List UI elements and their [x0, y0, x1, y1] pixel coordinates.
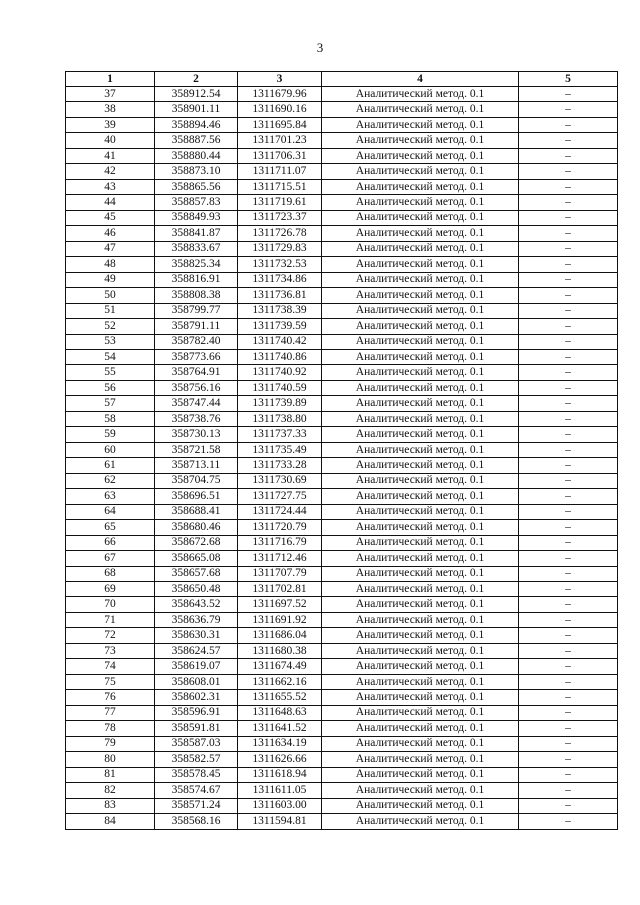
y-coordinate-cell: 1311711.07 [238, 164, 322, 179]
method-cell: Аналитический метод. 0.1 [322, 582, 519, 597]
x-coordinate-cell: 358672.68 [155, 535, 238, 550]
table-row [66, 504, 618, 519]
x-coordinate-cell: 358608.01 [155, 674, 238, 689]
x-coordinate-cell: 358887.56 [155, 133, 238, 148]
y-coordinate-cell: 1311738.39 [238, 303, 322, 318]
method-cell: Аналитический метод. 0.1 [322, 752, 519, 767]
y-coordinate-cell: 1311611.05 [238, 783, 322, 798]
point-number-cell: 55 [66, 365, 155, 380]
x-coordinate-cell: 358713.11 [155, 458, 238, 473]
y-coordinate-cell: 1311712.46 [238, 551, 322, 566]
point-number-cell: 47 [66, 241, 155, 256]
method-cell: Аналитический метод. 0.1 [322, 319, 519, 334]
y-coordinate-cell: 1311686.04 [238, 628, 322, 643]
y-coordinate-cell: 1311674.49 [238, 659, 322, 674]
method-cell: Аналитический метод. 0.1 [322, 535, 519, 550]
table-row [66, 102, 618, 117]
x-coordinate-cell: 358643.52 [155, 597, 238, 612]
point-number-cell: 66 [66, 535, 155, 550]
x-coordinate-cell: 358738.76 [155, 411, 238, 426]
dash-cell: – [519, 473, 618, 488]
table-row [66, 597, 618, 612]
x-coordinate-cell: 358574.67 [155, 783, 238, 798]
x-coordinate-cell: 358865.56 [155, 179, 238, 194]
point-number-cell: 81 [66, 767, 155, 782]
point-number-cell: 57 [66, 396, 155, 411]
point-number-cell: 49 [66, 272, 155, 287]
dash-cell: – [519, 226, 618, 241]
dash-cell: – [519, 674, 618, 689]
y-coordinate-cell: 1311729.83 [238, 241, 322, 256]
x-coordinate-cell: 358912.54 [155, 87, 238, 102]
x-coordinate-cell: 358747.44 [155, 396, 238, 411]
table-row [66, 349, 618, 364]
point-number-cell: 56 [66, 380, 155, 395]
y-coordinate-cell: 1311641.52 [238, 721, 322, 736]
table-row [66, 659, 618, 674]
method-cell: Аналитический метод. 0.1 [322, 365, 519, 380]
y-coordinate-cell: 1311702.81 [238, 582, 322, 597]
table-row [66, 210, 618, 225]
table-row [66, 288, 618, 303]
table-row [66, 814, 618, 829]
y-coordinate-cell: 1311740.59 [238, 380, 322, 395]
y-coordinate-cell: 1311695.84 [238, 117, 322, 132]
header-row [66, 72, 618, 87]
dash-cell: – [519, 179, 618, 194]
point-number-cell: 43 [66, 179, 155, 194]
point-number-cell: 37 [66, 87, 155, 102]
dash-cell: – [519, 257, 618, 272]
method-cell: Аналитический метод. 0.1 [322, 272, 519, 287]
y-coordinate-cell: 1311701.23 [238, 133, 322, 148]
method-cell: Аналитический метод. 0.1 [322, 442, 519, 457]
dash-cell: – [519, 752, 618, 767]
y-coordinate-cell: 1311732.53 [238, 257, 322, 272]
x-coordinate-cell: 358825.34 [155, 257, 238, 272]
dash-cell: – [519, 334, 618, 349]
point-number-cell: 54 [66, 349, 155, 364]
method-cell: Аналитический метод. 0.1 [322, 783, 519, 798]
y-coordinate-cell: 1311603.00 [238, 798, 322, 813]
point-number-cell: 71 [66, 612, 155, 627]
point-number-cell: 84 [66, 814, 155, 829]
method-cell: Аналитический метод. 0.1 [322, 690, 519, 705]
point-number-cell: 46 [66, 226, 155, 241]
point-number-cell: 72 [66, 628, 155, 643]
x-coordinate-cell: 358591.81 [155, 721, 238, 736]
table-row [66, 164, 618, 179]
y-coordinate-cell: 1311739.89 [238, 396, 322, 411]
y-coordinate-cell: 1311655.52 [238, 690, 322, 705]
x-coordinate-cell: 358578.45 [155, 767, 238, 782]
table-header [66, 72, 618, 87]
dash-cell: – [519, 551, 618, 566]
y-coordinate-cell: 1311724.44 [238, 504, 322, 519]
x-coordinate-cell: 358582.57 [155, 752, 238, 767]
x-coordinate-cell: 358657.68 [155, 566, 238, 581]
y-coordinate-cell: 1311738.80 [238, 411, 322, 426]
table-row [66, 272, 618, 287]
method-cell: Аналитический метод. 0.1 [322, 349, 519, 364]
dash-cell: – [519, 783, 618, 798]
method-cell: Аналитический метод. 0.1 [322, 133, 519, 148]
y-coordinate-cell: 1311736.81 [238, 288, 322, 303]
dash-cell: – [519, 659, 618, 674]
point-number-cell: 63 [66, 489, 155, 504]
y-coordinate-cell: 1311739.59 [238, 319, 322, 334]
dash-cell: – [519, 458, 618, 473]
method-cell: Аналитический метод. 0.1 [322, 520, 519, 535]
table-row [66, 427, 618, 442]
point-number-cell: 52 [66, 319, 155, 334]
x-coordinate-cell: 358901.11 [155, 102, 238, 117]
dash-cell: – [519, 87, 618, 102]
method-cell: Аналитический метод. 0.1 [322, 164, 519, 179]
method-cell: Аналитический метод. 0.1 [322, 380, 519, 395]
method-cell: Аналитический метод. 0.1 [322, 226, 519, 241]
point-number-cell: 80 [66, 752, 155, 767]
y-coordinate-cell: 1311715.51 [238, 179, 322, 194]
table-row [66, 411, 618, 426]
table-row [66, 87, 618, 102]
y-coordinate-cell: 1311727.75 [238, 489, 322, 504]
table-row [66, 705, 618, 720]
y-coordinate-cell: 1311716.79 [238, 535, 322, 550]
method-cell: Аналитический метод. 0.1 [322, 721, 519, 736]
point-number-cell: 67 [66, 551, 155, 566]
method-cell: Аналитический метод. 0.1 [322, 257, 519, 272]
x-coordinate-cell: 358730.13 [155, 427, 238, 442]
dash-cell: – [519, 303, 618, 318]
point-number-cell: 38 [66, 102, 155, 117]
method-cell: Аналитический метод. 0.1 [322, 551, 519, 566]
y-coordinate-cell: 1311648.63 [238, 705, 322, 720]
y-coordinate-cell: 1311662.16 [238, 674, 322, 689]
method-cell: Аналитический метод. 0.1 [322, 612, 519, 627]
y-coordinate-cell: 1311618.94 [238, 767, 322, 782]
table-row [66, 148, 618, 163]
table-row [66, 442, 618, 457]
point-number-cell: 76 [66, 690, 155, 705]
x-coordinate-cell: 358630.31 [155, 628, 238, 643]
y-coordinate-cell: 1311726.78 [238, 226, 322, 241]
dash-cell: – [519, 365, 618, 380]
method-cell: Аналитический метод. 0.1 [322, 736, 519, 751]
point-number-cell: 69 [66, 582, 155, 597]
dash-cell: – [519, 148, 618, 163]
method-cell: Аналитический метод. 0.1 [322, 195, 519, 210]
dash-cell: – [519, 566, 618, 581]
point-number-cell: 79 [66, 736, 155, 751]
table-row [66, 365, 618, 380]
header-col-2: 2 [155, 72, 238, 87]
header-col-3: 3 [238, 72, 322, 87]
method-cell: Аналитический метод. 0.1 [322, 102, 519, 117]
y-coordinate-cell: 1311634.19 [238, 736, 322, 751]
x-coordinate-cell: 358596.91 [155, 705, 238, 720]
method-cell: Аналитический метод. 0.1 [322, 458, 519, 473]
table-row [66, 783, 618, 798]
point-number-cell: 53 [66, 334, 155, 349]
point-number-cell: 50 [66, 288, 155, 303]
y-coordinate-cell: 1311733.28 [238, 458, 322, 473]
x-coordinate-cell: 358680.46 [155, 520, 238, 535]
point-number-cell: 42 [66, 164, 155, 179]
method-cell: Аналитический метод. 0.1 [322, 117, 519, 132]
point-number-cell: 41 [66, 148, 155, 163]
table-row [66, 117, 618, 132]
method-cell: Аналитический метод. 0.1 [322, 473, 519, 488]
page-number: 3 [316, 40, 324, 55]
dash-cell: – [519, 241, 618, 256]
y-coordinate-cell: 1311707.79 [238, 566, 322, 581]
dash-cell: – [519, 349, 618, 364]
point-number-cell: 82 [66, 783, 155, 798]
method-cell: Аналитический метод. 0.1 [322, 489, 519, 504]
y-coordinate-cell: 1311737.33 [238, 427, 322, 442]
point-number-cell: 68 [66, 566, 155, 581]
dash-cell: – [519, 319, 618, 334]
point-number-cell: 39 [66, 117, 155, 132]
table-row [66, 582, 618, 597]
x-coordinate-cell: 358791.11 [155, 319, 238, 334]
method-cell: Аналитический метод. 0.1 [322, 241, 519, 256]
y-coordinate-cell: 1311626.66 [238, 752, 322, 767]
x-coordinate-cell: 358636.79 [155, 612, 238, 627]
table-row [66, 396, 618, 411]
table-row [66, 551, 618, 566]
y-coordinate-cell: 1311723.37 [238, 210, 322, 225]
method-cell: Аналитический метод. 0.1 [322, 427, 519, 442]
point-number-cell: 45 [66, 210, 155, 225]
method-cell: Аналитический метод. 0.1 [322, 396, 519, 411]
x-coordinate-cell: 358764.91 [155, 365, 238, 380]
method-cell: Аналитический метод. 0.1 [322, 597, 519, 612]
method-cell: Аналитический метод. 0.1 [322, 210, 519, 225]
table-row [66, 628, 618, 643]
x-coordinate-cell: 358894.46 [155, 117, 238, 132]
point-number-cell: 51 [66, 303, 155, 318]
table-row [66, 643, 618, 658]
point-number-cell: 75 [66, 674, 155, 689]
dash-cell: – [519, 767, 618, 782]
dash-cell: – [519, 411, 618, 426]
x-coordinate-cell: 358587.03 [155, 736, 238, 751]
table-row [66, 612, 618, 627]
table-row [66, 133, 618, 148]
dash-cell: – [519, 690, 618, 705]
dash-cell: – [519, 427, 618, 442]
x-coordinate-cell: 358849.93 [155, 210, 238, 225]
x-coordinate-cell: 358880.44 [155, 148, 238, 163]
x-coordinate-cell: 358619.07 [155, 659, 238, 674]
dash-cell: – [519, 195, 618, 210]
y-coordinate-cell: 1311680.38 [238, 643, 322, 658]
dash-cell: – [519, 705, 618, 720]
table-row [66, 334, 618, 349]
y-coordinate-cell: 1311706.31 [238, 148, 322, 163]
table-row [66, 257, 618, 272]
table-row [66, 179, 618, 194]
point-number-cell: 48 [66, 257, 155, 272]
x-coordinate-cell: 358857.83 [155, 195, 238, 210]
y-coordinate-cell: 1311734.86 [238, 272, 322, 287]
method-cell: Аналитический метод. 0.1 [322, 566, 519, 581]
x-coordinate-cell: 358721.58 [155, 442, 238, 457]
y-coordinate-cell: 1311697.52 [238, 597, 322, 612]
dash-cell: – [519, 380, 618, 395]
point-number-cell: 70 [66, 597, 155, 612]
dash-cell: – [519, 721, 618, 736]
dash-cell: – [519, 133, 618, 148]
x-coordinate-cell: 358873.10 [155, 164, 238, 179]
dash-cell: – [519, 117, 618, 132]
method-cell: Аналитический метод. 0.1 [322, 659, 519, 674]
method-cell: Аналитический метод. 0.1 [322, 814, 519, 829]
point-number-cell: 65 [66, 520, 155, 535]
method-cell: Аналитический метод. 0.1 [322, 148, 519, 163]
table-row [66, 721, 618, 736]
table-row [66, 690, 618, 705]
y-coordinate-cell: 1311740.92 [238, 365, 322, 380]
dash-cell: – [519, 164, 618, 179]
method-cell: Аналитический метод. 0.1 [322, 504, 519, 519]
x-coordinate-cell: 358773.66 [155, 349, 238, 364]
method-cell: Аналитический метод. 0.1 [322, 411, 519, 426]
dash-cell: – [519, 210, 618, 225]
table-row [66, 520, 618, 535]
x-coordinate-cell: 358624.57 [155, 643, 238, 658]
dash-cell: – [519, 442, 618, 457]
point-number-cell: 44 [66, 195, 155, 210]
dash-cell: – [519, 489, 618, 504]
y-coordinate-cell: 1311720.79 [238, 520, 322, 535]
table-row [66, 241, 618, 256]
y-coordinate-cell: 1311730.69 [238, 473, 322, 488]
method-cell: Аналитический метод. 0.1 [322, 628, 519, 643]
y-coordinate-cell: 1311735.49 [238, 442, 322, 457]
table-row [66, 736, 618, 751]
dash-cell: – [519, 798, 618, 813]
table-row [66, 319, 618, 334]
point-number-cell: 73 [66, 643, 155, 658]
dash-cell: – [519, 582, 618, 597]
dash-cell: – [519, 597, 618, 612]
dash-cell: – [519, 736, 618, 751]
dash-cell: – [519, 535, 618, 550]
x-coordinate-cell: 358841.87 [155, 226, 238, 241]
dash-cell: – [519, 272, 618, 287]
y-coordinate-cell: 1311719.61 [238, 195, 322, 210]
table-row [66, 489, 618, 504]
method-cell: Аналитический метод. 0.1 [322, 87, 519, 102]
x-coordinate-cell: 358688.41 [155, 504, 238, 519]
table-row [66, 752, 618, 767]
point-number-cell: 62 [66, 473, 155, 488]
method-cell: Аналитический метод. 0.1 [322, 705, 519, 720]
point-number-cell: 61 [66, 458, 155, 473]
x-coordinate-cell: 358782.40 [155, 334, 238, 349]
x-coordinate-cell: 358799.77 [155, 303, 238, 318]
x-coordinate-cell: 358696.51 [155, 489, 238, 504]
table-row [66, 535, 618, 550]
method-cell: Аналитический метод. 0.1 [322, 767, 519, 782]
point-number-cell: 64 [66, 504, 155, 519]
table-row [66, 798, 618, 813]
x-coordinate-cell: 358568.16 [155, 814, 238, 829]
method-cell: Аналитический метод. 0.1 [322, 179, 519, 194]
method-cell: Аналитический метод. 0.1 [322, 798, 519, 813]
table-row [66, 303, 618, 318]
y-coordinate-cell: 1311679.96 [238, 87, 322, 102]
header-col-4: 4 [322, 72, 519, 87]
table-row [66, 674, 618, 689]
y-coordinate-cell: 1311594.81 [238, 814, 322, 829]
x-coordinate-cell: 358602.31 [155, 690, 238, 705]
table-row [66, 226, 618, 241]
table-row [66, 473, 618, 488]
dash-cell: – [519, 396, 618, 411]
dash-cell: – [519, 628, 618, 643]
dash-cell: – [519, 643, 618, 658]
x-coordinate-cell: 358571.24 [155, 798, 238, 813]
table-row [66, 767, 618, 782]
point-number-cell: 83 [66, 798, 155, 813]
dash-cell: – [519, 520, 618, 535]
table-row [66, 195, 618, 210]
coordinates-table [65, 71, 618, 830]
table-row [66, 566, 618, 581]
point-number-cell: 74 [66, 659, 155, 674]
point-number-cell: 40 [66, 133, 155, 148]
x-coordinate-cell: 358665.08 [155, 551, 238, 566]
dash-cell: – [519, 814, 618, 829]
table-row [66, 458, 618, 473]
table-body [66, 87, 618, 830]
point-number-cell: 59 [66, 427, 155, 442]
x-coordinate-cell: 358808.38 [155, 288, 238, 303]
method-cell: Аналитический метод. 0.1 [322, 334, 519, 349]
dash-cell: – [519, 612, 618, 627]
method-cell: Аналитический метод. 0.1 [322, 288, 519, 303]
y-coordinate-cell: 1311690.16 [238, 102, 322, 117]
y-coordinate-cell: 1311740.86 [238, 349, 322, 364]
table-row [66, 380, 618, 395]
method-cell: Аналитический метод. 0.1 [322, 643, 519, 658]
method-cell: Аналитический метод. 0.1 [322, 674, 519, 689]
x-coordinate-cell: 358816.91 [155, 272, 238, 287]
header-col-5: 5 [519, 72, 618, 87]
point-number-cell: 60 [66, 442, 155, 457]
y-coordinate-cell: 1311740.42 [238, 334, 322, 349]
x-coordinate-cell: 358756.16 [155, 380, 238, 395]
point-number-cell: 77 [66, 705, 155, 720]
dash-cell: – [519, 288, 618, 303]
point-number-cell: 58 [66, 411, 155, 426]
dash-cell: – [519, 102, 618, 117]
x-coordinate-cell: 358704.75 [155, 473, 238, 488]
method-cell: Аналитический метод. 0.1 [322, 303, 519, 318]
header-col-1: 1 [66, 72, 155, 87]
x-coordinate-cell: 358833.67 [155, 241, 238, 256]
dash-cell: – [519, 504, 618, 519]
point-number-cell: 78 [66, 721, 155, 736]
y-coordinate-cell: 1311691.92 [238, 612, 322, 627]
x-coordinate-cell: 358650.48 [155, 582, 238, 597]
